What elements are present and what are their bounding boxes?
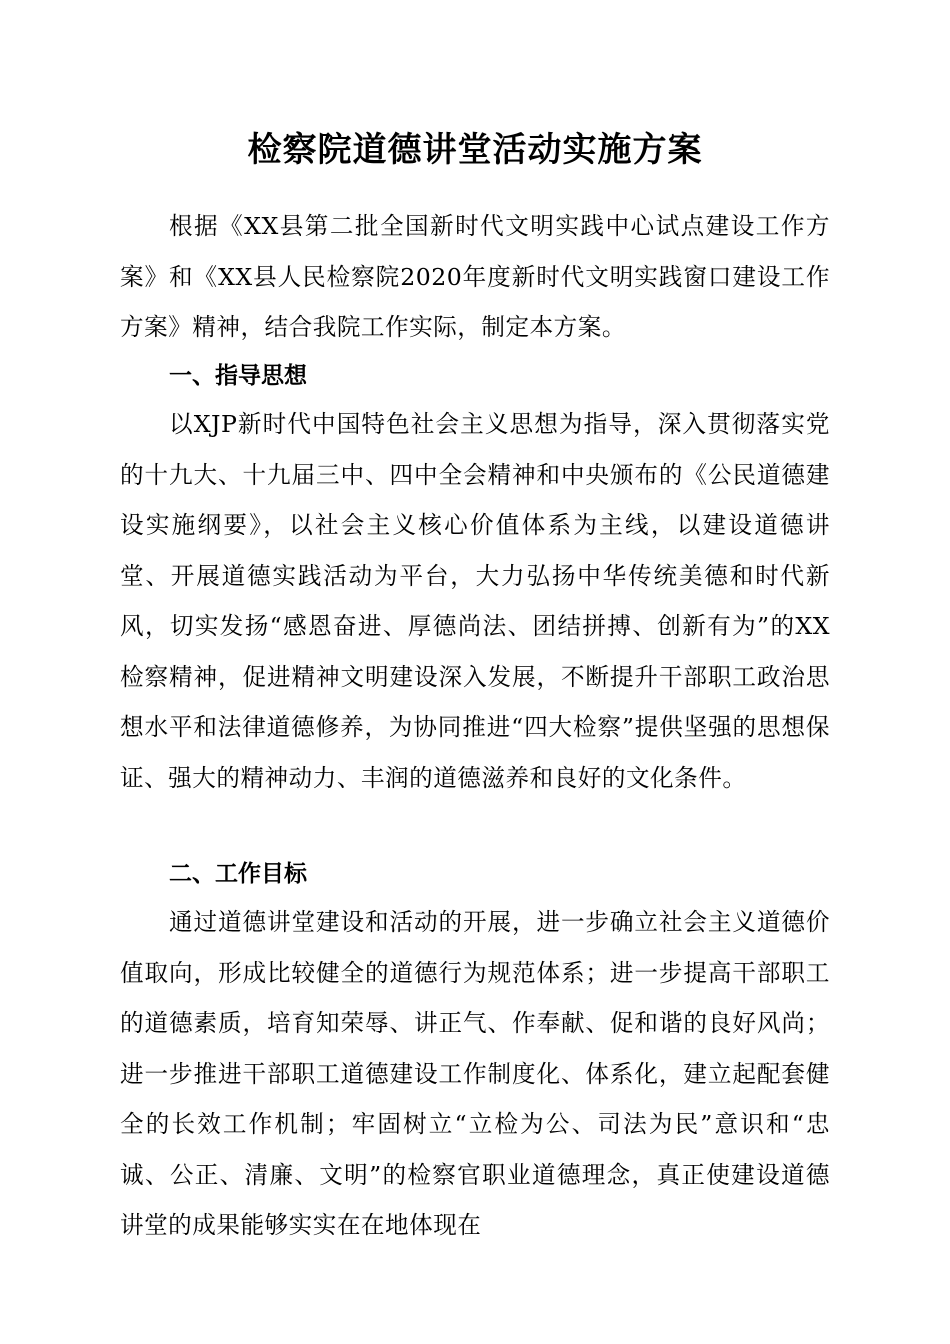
section-body-guiding-ideology: 以XJP新时代中国特色社会主义思想为指导，深入贯彻落实党的十九大、十九届三中、四中全会精神和中央颁布的《公民道德建设实施纲要》，以社会主义核心价值体系为主线，以建设道德讲堂、开展道德实践活动为平台，大力弘扬中华传统美德和时代新风，切实发扬“感恩奋进、厚德尚法、团结拼搏、创新有为”的XX检察精神，促进精神文明建设深入发展，不断提升干部职工政治思想水平和法律道德修养，为协同推进“四大检察”提供坚强的思想保证、强大的精神动力、丰润的道德滋养和良好的文化条件。 <box>120 410 830 792</box>
document-title: 检察院道德讲堂活动实施方案 <box>247 130 703 170</box>
section-heading-guiding-ideology: 一、指导思想 <box>169 363 307 389</box>
section-heading-work-goals: 二、工作目标 <box>169 861 307 887</box>
section-body-work-goals: 通过道德讲堂建设和活动的开展，进一步确立社会主义道德价值取向，形成比较健全的道德行为规范体系；进一步提高干部职工的道德素质，培育知荣辱、讲正气、作奉献、促和谐的良好风尚；进一步推进干部职工道德建设工作制度化、体系化，建立起配套健全的长效工作机制；牢固树立“立检为公、司法为民”意识和“忠诚、公正、清廉、文明”的检察官职业道德理念，真正使建设道德讲堂的成果能够实实在在地体现在 <box>120 908 830 1239</box>
intro-paragraph: 根据《XX县第二批全国新时代文明实践中心试点建设工作方案》和《XX县人民检察院2020年度新时代文明实践窗口建设工作方案》精神，结合我院工作实际，制定本方案。 <box>120 212 830 341</box>
